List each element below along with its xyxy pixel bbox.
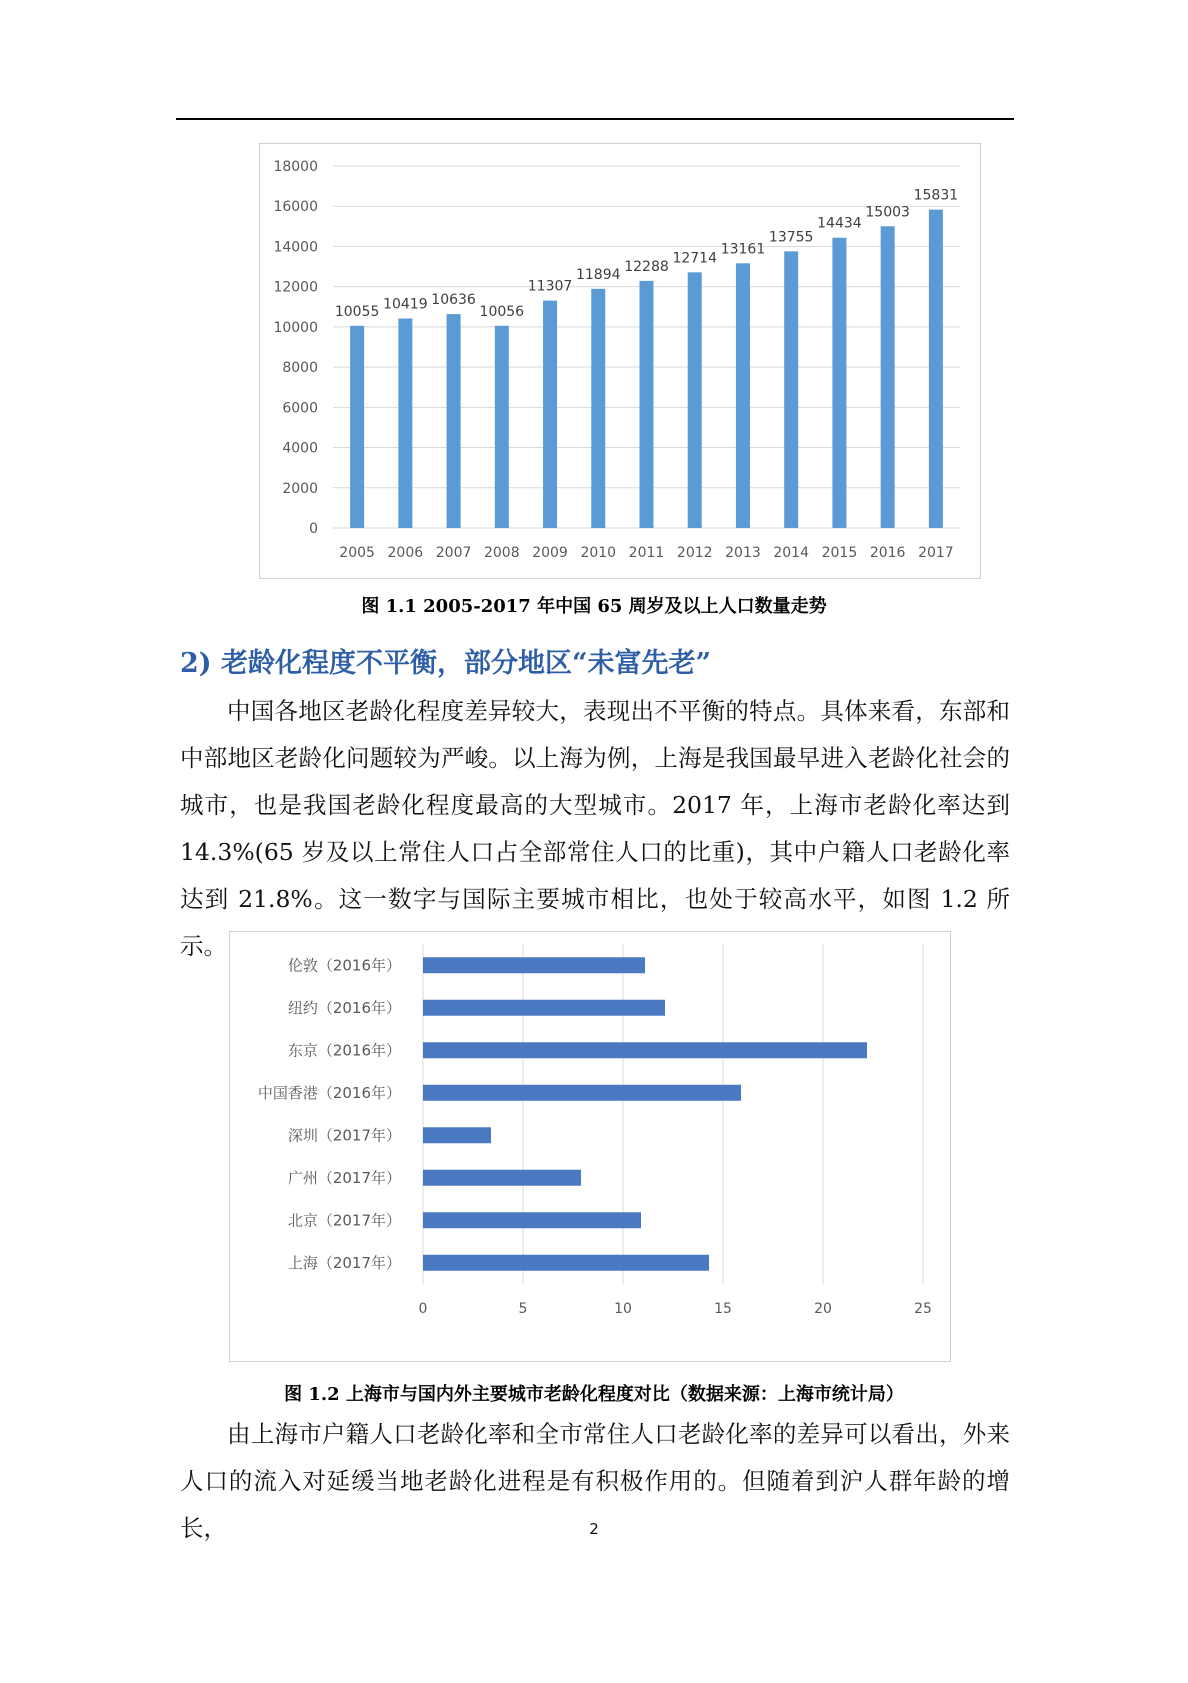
figure-1-2-caption: 图 1.2 上海市与国内外主要城市老龄化程度对比（数据来源：上海市统计局）	[284, 1384, 904, 1405]
category-label: 北京（2017年）	[287, 1211, 401, 1230]
section-heading: 2) 老龄化程度不平衡，部分地区“未富先老”	[180, 648, 712, 679]
x-tick-label: 2007	[435, 545, 472, 561]
data-label: 11307	[527, 278, 573, 295]
x-tick-label: 2017	[918, 545, 954, 561]
data-label: 13161	[720, 241, 766, 258]
chart2-svg	[230, 932, 950, 1361]
x-tick-label: 2005	[339, 545, 375, 561]
category-label: 广州（2017年）	[287, 1168, 401, 1187]
x-tick-label: 2008	[483, 545, 520, 561]
y-tick-label: 16000	[273, 199, 318, 216]
bar	[398, 318, 412, 528]
x-tick-label: 2012	[676, 545, 713, 561]
category-label: 纽约（2016年）	[287, 998, 401, 1017]
x-tick-label: 20	[814, 1301, 832, 1317]
header-rule	[176, 118, 1014, 120]
x-tick-label: 2010	[580, 545, 617, 561]
x-tick-label: 5	[518, 1301, 528, 1317]
bar	[832, 238, 846, 528]
paragraph-2: 由上海市户籍人口老龄化率和全市常住人口老龄化率的差异可以看出，外来人口的流入对延缓当地老龄化进程是有积极作用的。但随着到沪人群年龄的增长，	[180, 1420, 1010, 1542]
bar	[423, 1170, 581, 1186]
data-label: 12714	[672, 250, 718, 267]
bar	[350, 326, 364, 528]
bar	[423, 1042, 867, 1058]
y-tick-label: 14000	[273, 239, 318, 256]
bar	[423, 1127, 491, 1143]
x-tick-label: 10	[614, 1301, 632, 1317]
bar	[881, 226, 895, 528]
figure-1-1-chart	[259, 143, 981, 579]
y-tick-label: 18000	[273, 159, 318, 175]
bar	[929, 210, 943, 528]
category-label: 东京（2016年）	[287, 1041, 401, 1060]
bar	[423, 957, 645, 973]
paragraph-1: 中国各地区老龄化程度差异较大，表现出不平衡的特点。具体来看，东部和中部地区老龄化问题较为严峻。以上海为例，上海是我国最早进入老龄化社会的城市，也是我国老龄化程度最高的大型城市。2017 年，上海市老龄化率达到 14.3%(65 岁及以上常住人口占全部常住人口的比重)，其中户籍人口老龄化率达到 21.8%。这一数字与国际主要城市相比，也处于较高水平，如图 1.2 所示。	[180, 697, 1010, 960]
data-label: 15003	[865, 204, 910, 221]
data-label: 15831	[913, 187, 959, 204]
y-tick-label: 4000	[282, 440, 318, 457]
category-label: 上海（2017年）	[287, 1253, 401, 1272]
y-tick-label: 8000	[282, 360, 318, 377]
data-label: 11894	[575, 266, 621, 283]
x-tick-label: 2011	[628, 545, 665, 561]
x-tick-label: 2013	[725, 545, 761, 561]
y-tick-label: 10000	[273, 319, 318, 336]
y-tick-label: 0	[309, 521, 318, 537]
data-label: 12288	[624, 258, 669, 275]
x-tick-label: 2006	[387, 545, 424, 561]
bar	[640, 281, 654, 528]
figure-1-2-chart	[229, 931, 951, 1362]
x-tick-label: 2015	[821, 545, 858, 561]
category-label: 深圳（2017年）	[287, 1126, 401, 1145]
data-label: 14434	[817, 215, 862, 232]
y-tick-label: 2000	[282, 480, 318, 497]
y-tick-label: 6000	[282, 400, 318, 417]
page-number: 2	[589, 1520, 599, 1538]
bar	[543, 301, 557, 528]
bar	[423, 1212, 641, 1228]
x-tick-label: 0	[418, 1301, 428, 1317]
data-label: 10056	[479, 303, 525, 320]
x-tick-label: 2009	[532, 545, 568, 561]
data-label: 10055	[334, 303, 380, 320]
data-label: 13755	[768, 229, 814, 246]
chart1-svg	[260, 144, 980, 578]
bar	[495, 326, 509, 528]
bar	[447, 314, 461, 528]
category-label: 中国香港（2016年）	[257, 1083, 401, 1102]
bar	[423, 1255, 709, 1271]
x-tick-label: 15	[714, 1301, 732, 1317]
bar	[423, 1000, 665, 1016]
x-tick-label: 2016	[869, 545, 906, 561]
bar	[591, 289, 605, 528]
bar	[688, 272, 702, 528]
bar	[736, 263, 750, 528]
category-label: 伦敦（2016年）	[287, 956, 401, 975]
figure-1-1-caption: 图 1.1 2005-2017 年中国 65 周岁及以上人口数量走势	[361, 596, 827, 617]
bar	[423, 1085, 741, 1101]
x-tick-label: 2014	[773, 545, 810, 561]
y-tick-label: 12000	[273, 279, 318, 296]
data-label: 10636	[431, 292, 476, 309]
x-tick-label: 25	[914, 1301, 932, 1317]
bar	[784, 251, 798, 528]
data-label: 10419	[383, 296, 428, 313]
